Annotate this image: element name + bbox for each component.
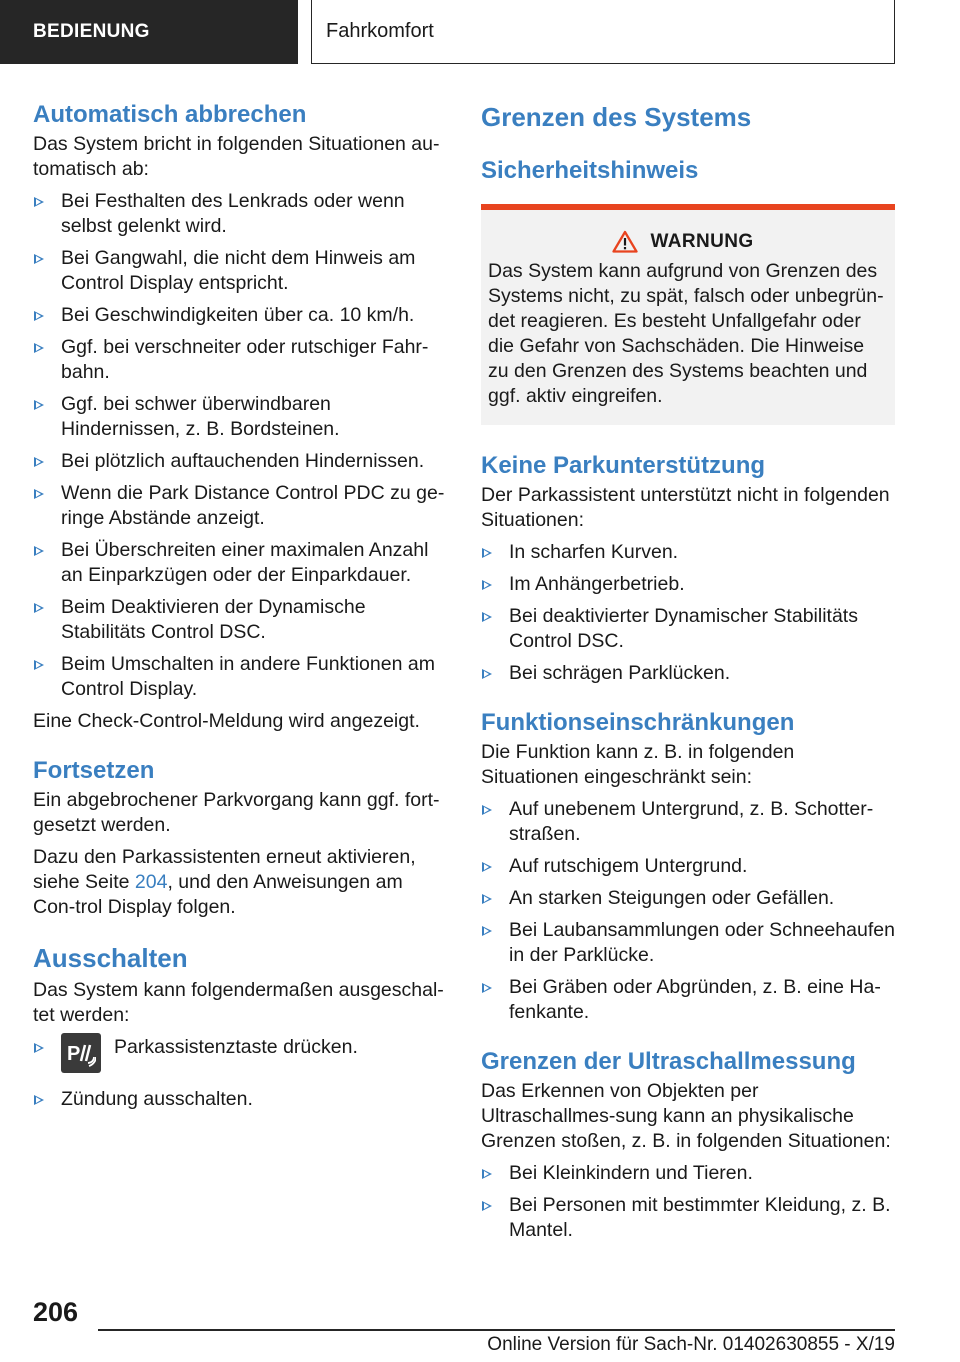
list-item-text: Im Anhängerbetrieb. [509,573,685,595]
left-column [33,100,447,1119]
list-item-text: Beim Umschalten in andere Funktionen am Control Display. [61,653,435,700]
continue-p2 [33,845,447,920]
off-intro: Das System kann folgendermaßen ausgeschal-tet werden: [33,979,444,1026]
triangle-bullet-icon [482,1169,492,1179]
list-item [481,854,895,879]
list-item-text: Bei Gangwahl, die nicht dem Hinweis am Control Display entspricht. [61,247,416,294]
list-item-text: Bei deaktivierter Dynamischer Stabilitäts Control DSC. [509,605,858,652]
list-item-text: Parkassistenztaste drücken. [114,1036,358,1058]
park-assist-button-icon: P [61,1033,101,1073]
no-support-list [481,540,895,686]
triangle-bullet-icon [482,580,492,590]
triangle-bullet-icon [34,603,44,613]
list-item-text: Ggf. bei schwer überwindbaren Hindernissen, z. B. Bordsteinen. [61,393,340,440]
triangle-bullet-icon [34,489,44,499]
list-item [481,1193,895,1243]
triangle-bullet-icon [482,926,492,936]
list-item [33,189,447,239]
list-item-text: Bei Laubansammlungen oder Schneehaufen in der Parklücke. [509,919,895,966]
list-item [481,886,895,911]
restrictions-intro: Die Funktion kann z. B. in folgenden Situationen eingeschränkt sein: [481,741,795,788]
triangle-bullet-icon [482,894,492,904]
list-item [33,246,447,296]
right-column [481,100,895,1250]
list-item [481,918,895,968]
restrictions-list [481,797,895,1025]
list-item [33,481,447,531]
heading-fortsetzen: Fortsetzen [33,757,155,784]
list-item-text: In scharfen Kurven. [509,541,679,563]
list-item-text: Beim Deaktivieren der Dynamische Stabilitäts Control DSC. [61,596,366,643]
list-item [33,303,447,328]
list-item [33,392,447,442]
list-item-text: Auf unebenem Untergrund, z. B. Schotter-straßen. [509,798,874,845]
list-item [33,335,447,385]
triangle-bullet-icon [482,1201,492,1211]
list-item-text: Zündung ausschalten. [61,1088,253,1110]
triangle-bullet-icon [34,197,44,207]
topic-title: Fahrkomfort [326,20,434,42]
triangle-bullet-icon [34,400,44,410]
ultrasonic-intro: Das Erkennen von Objekten per Ultraschallmes-sung kann an physikalische Grenzen stoßen, z. B. in folgenden Situationen: [481,1080,891,1152]
list-item [33,1035,447,1073]
footer-divider [98,1329,895,1331]
warning-text: Das System kann aufgrund von Grenzen des Systems nicht, zu spät, falsch oder unbegrün-det reagieren. Es besteht Unfallgefahr oder die Gefahr von Sachschäden. Die Hinweise zu den Grenzen des Systems beachten und ggf. aktiv eingreifen. [488,260,884,407]
triangle-bullet-icon [482,612,492,622]
triangle-bullet-icon [34,343,44,353]
triangle-bullet-icon [482,805,492,815]
list-item-text: An starken Steigungen oder Gefällen. [509,887,835,909]
warning-triangle-icon [612,230,638,253]
list-item [33,652,447,702]
no-support-intro: Der Parkassistent unterstützt nicht in folgenden Situationen: [481,484,890,531]
triangle-bullet-icon [34,457,44,467]
heading-automatisch-abbrechen: Automatisch abbrechen [33,101,307,128]
abort-outro: Eine Check-Control-Meldung wird angezeigt. [33,710,420,732]
page-reference-link[interactable]: 204 [134,871,168,893]
list-item [481,1161,895,1186]
list-item-text: Bei Überschreiten einer maximalen Anzahl an Einparkzügen oder der Einparkdauer. [61,539,429,586]
warning-title: WARNUNG [650,230,754,252]
triangle-bullet-icon [34,660,44,670]
header-topic-label [311,0,895,64]
heading-grenzen-des-systems: Grenzen des Systems [481,102,752,132]
list-item-text: Bei Kleinkindern und Tieren. [509,1162,753,1184]
triangle-bullet-icon [34,254,44,264]
continue-p1: Ein abgebrochener Parkvorgang kann ggf. fort-gesetzt werden. [33,789,440,836]
list-item [481,661,895,686]
heading-ausschalten: Ausschalten [33,943,188,973]
list-item [481,540,895,565]
warning-box [481,204,895,425]
warning-header [478,230,888,253]
list-item [33,538,447,588]
page-number: 206 [33,1297,79,1327]
list-item-text: Bei Geschwindigkeiten über ca. 10 km/h. [61,304,415,326]
list-item [33,1087,447,1112]
list-item-text: Auf rutschigem Untergrund. [509,855,748,877]
heading-funktionseinschraenkungen: Funktionseinschränkungen [481,709,795,736]
triangle-bullet-icon [482,862,492,872]
list-item-text: Bei plötzlich auftauchenden Hindernissen. [61,450,425,472]
footer-version-text: Online Version für Sach-Nr. 01402630855 - X/19 [487,1334,895,1355]
continue-p2-text: Dazu den Parkassistenten erneut aktivieren, siehe Seite [33,846,416,893]
list-item [481,975,895,1025]
list-item-text: Bei Gräben oder Abgründen, z. B. eine Ha-fenkante. [509,976,881,1023]
ultrasonic-list [481,1161,895,1243]
abort-intro: Das System bricht in folgenden Situationen au-tomatisch ab: [33,133,440,180]
section-title: BEDIENUNG [33,21,150,42]
off-list [33,1035,447,1112]
list-item [33,449,447,474]
list-item [33,595,447,645]
list-item-text: Ggf. bei verschneiter oder rutschiger Fahr-bahn. [61,336,429,383]
list-item [481,797,895,847]
list-item-text: Bei schrägen Parklücken. [509,662,731,684]
continue-p2-text-end: , und den Anweisungen am Con-trol Display folgen. [33,871,403,918]
triangle-bullet-icon [482,983,492,993]
heading-sicherheitshinweis: Sicherheitshinweis [481,157,699,184]
triangle-bullet-icon [482,669,492,679]
triangle-bullet-icon [34,1043,44,1053]
heading-grenzen-ultraschallmessung: Grenzen der Ultraschallmessung [481,1048,856,1075]
triangle-bullet-icon [34,1095,44,1105]
list-item-text: Bei Personen mit bestimmter Kleidung, z. B. Mantel. [509,1194,891,1241]
heading-keine-parkunterstuetzung: Keine Parkunterstützung [481,452,766,479]
list-item [481,572,895,597]
header-section-label [0,0,298,64]
abort-list [33,189,447,702]
triangle-bullet-icon [34,311,44,321]
list-item-text: Bei Festhalten des Lenkrads oder wenn selbst gelenkt wird. [61,190,405,237]
triangle-bullet-icon [34,546,44,556]
triangle-bullet-icon [482,548,492,558]
list-item [481,604,895,654]
list-item-text: Wenn die Park Distance Control PDC zu ge-ringe Abstände anzeigt. [61,482,445,529]
